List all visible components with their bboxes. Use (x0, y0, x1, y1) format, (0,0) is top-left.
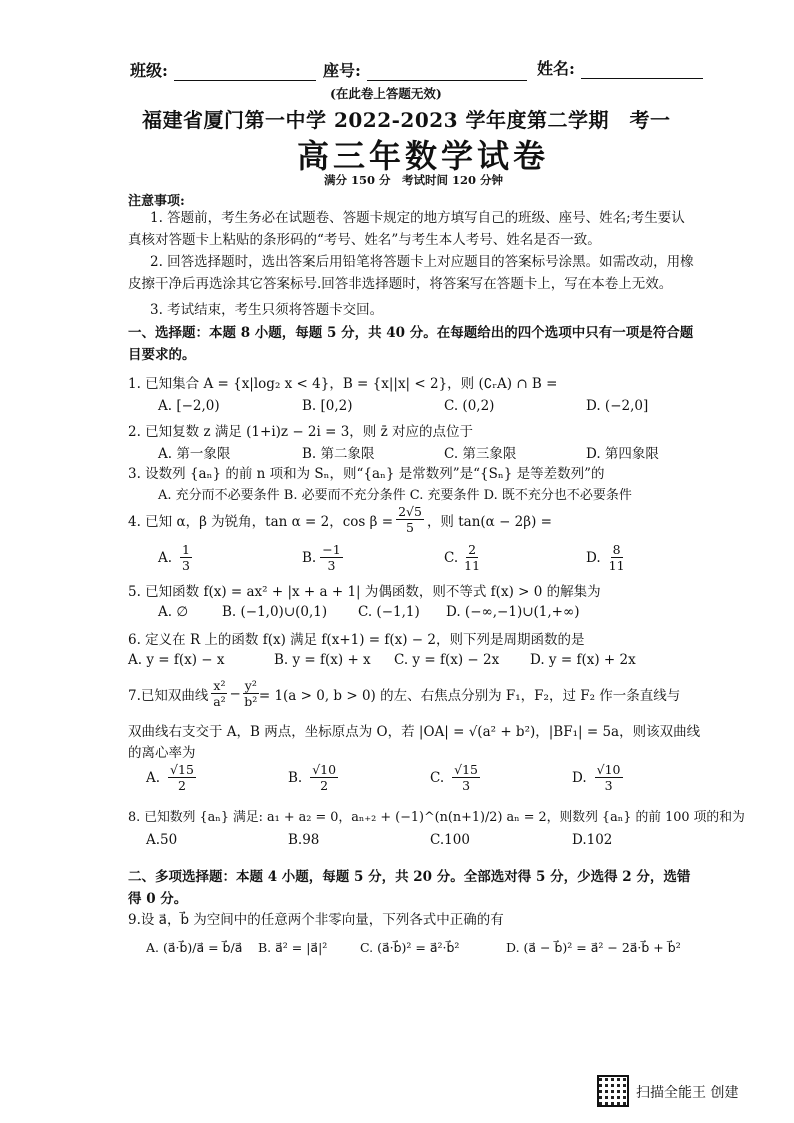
q7-line-3: 的离心率为 (128, 745, 196, 761)
seat-field (323, 58, 527, 81)
q4-c-num: 2 (468, 542, 477, 557)
class-blank[interactable] (174, 62, 316, 81)
q7-minus: − (229, 685, 241, 702)
section-2-heading: 二、多项选择题：本题 4 小题，每题 5 分，共 20 分。全部选对得 5 分，少选得 2 分，选错得 0 分。 (128, 869, 691, 907)
instruction-3: 3. 考试结束，考生只须将答题卡交回。 (150, 302, 384, 318)
q5-stem: 5. 已知函数 f(x) = ax² + |x + a + 1| 为偶函数，则不等式 f(x) > 0 的解集为 (128, 584, 601, 600)
q7-stem-part-b: = 1(a > 0, b > 0) 的左、右焦点分别为 F₁，F₂，过 F₂ 作一条直线与 (258, 687, 681, 704)
q3-stem: 3. 设数列 {aₙ} 的前 n 项和为 Sₙ，则“{aₙ} 是常数列”是“{Sₙ} 是等差数列”的 (128, 466, 605, 482)
name-blank[interactable] (581, 60, 703, 79)
q4-d-den: 11 (608, 558, 625, 573)
exam-meta: 满分 150 分 考试时间 120 分钟 (324, 173, 504, 187)
q6-option-a[interactable]: A. y = f(x) − x (128, 652, 225, 668)
q8-option-c[interactable]: C.100 (430, 832, 470, 848)
q6-stem: 6. 定义在 R 上的函数 f(x) 满足 f(x+1) = f(x) − 2，则下列是周期函数的是 (128, 632, 585, 648)
q7-b-num: √10 (312, 762, 337, 777)
q7-stem (128, 678, 680, 709)
q7-stem-part-a: 7.已知双曲线 (128, 687, 209, 704)
exam-title: 高三年数学试卷 (297, 137, 550, 175)
q7-d-frac (595, 762, 623, 793)
q4-cos-fraction (396, 504, 424, 535)
q9-stem: 9.设 a⃗，b⃗ 为空间中的任意两个非零向量，下列各式中正确的有 (128, 912, 504, 928)
q8-option-d[interactable]: D.102 (572, 832, 613, 848)
q6-option-c[interactable]: C. y = f(x) − 2x (394, 652, 500, 668)
q7-a-frac (168, 762, 196, 793)
q4-option-d[interactable] (586, 542, 625, 573)
class-field (130, 58, 316, 81)
instructions-heading: 注意事项: (128, 194, 185, 209)
q7-c-frac (452, 762, 480, 793)
q6-option-b[interactable]: B. y = f(x) + x (274, 652, 371, 668)
q1-stem: 1. 已知集合 A = {x|log₂ x < 4}，B = {x||x| < 2}，则 (∁ᵣA) ∩ B = (128, 376, 558, 392)
q7-d-num: √10 (596, 762, 621, 777)
q4-d-frac (609, 542, 625, 573)
q8-stem: 8. 已知数列 {aₙ} 满足: a₁ + a₂ = 0，aₙ₊₂ + (−1)^(n(n+1)/2) aₙ = 2，则数列 {aₙ} 的前 100 项的和为 (128, 810, 745, 825)
q4-b-num: −1 (322, 542, 341, 557)
q9-option-a[interactable]: A. (a⃗·b⃗)/a⃗ = b⃗/a⃗ (146, 940, 243, 955)
q4-a-frac (180, 542, 192, 573)
q7-line-2: 双曲线右支交于 A，B 两点，坐标原点为 O，若 |OA| = √(a² + b²)，|BF₁| = 5a，则该双曲线 (128, 724, 701, 740)
q5-option-c[interactable]: C. (−1,1) (358, 604, 420, 620)
q7-y-frac (243, 678, 259, 709)
q7-a-den: 2 (178, 778, 186, 793)
q4-a-den: 3 (182, 558, 190, 573)
q9-option-c[interactable]: C. (a⃗·b⃗)² = a⃗²·b⃗² (360, 940, 460, 955)
q2-option-b[interactable]: B. 第二象限 (302, 446, 375, 462)
q5-option-a[interactable]: A. ∅ (158, 604, 189, 620)
q4-a-num: 1 (182, 542, 190, 557)
name-label: 姓名: (537, 59, 575, 78)
q4-a-label: A. (158, 549, 173, 566)
q6-option-d[interactable]: D. y = f(x) + 2x (530, 652, 636, 668)
class-label: 班级: (130, 61, 168, 80)
q4-cos-num: 2√5 (398, 504, 422, 519)
q7-option-d[interactable] (572, 762, 623, 793)
q4-stem-part-b: ，则 tan(α − 2β) = (426, 513, 552, 530)
q4-d-label: D. (586, 549, 601, 566)
school-title: 福建省厦门第一中学 2022-2023 学年度第二学期 考一 (142, 108, 671, 132)
q7-d-den: 3 (604, 778, 613, 793)
q4-b-label: B. (302, 549, 317, 566)
q4-cos-den: 5 (406, 520, 414, 535)
q1-option-c[interactable]: C. (0,2) (444, 398, 495, 414)
q4-option-b[interactable] (302, 542, 343, 573)
q2-option-a[interactable]: A. 第一象限 (158, 446, 231, 462)
q7-option-b[interactable] (288, 762, 338, 793)
notice: (在此卷上答题无效) (330, 86, 442, 101)
instruction-2: 2. 回答选择题时，选出答案后用铅笔将答题卡上对应题目的答案标号涂黑。如需改动，用橡皮擦干净后再选涂其它答案标号.回答非选择题时，将答案写在答题卡上，写在本卷上无效。 (128, 254, 694, 292)
seat-blank[interactable] (367, 62, 527, 81)
q2-stem: 2. 已知复数 z 满足 (1+i)z − 2i = 3，则 z̄ 对应的点位于 (128, 424, 474, 440)
q7-y-den: b² (244, 694, 258, 709)
q4-option-a[interactable] (158, 542, 192, 573)
q4-c-label: C. (444, 549, 459, 566)
q9-option-d[interactable]: D. (a⃗ − b⃗)² = a⃗² − 2a⃗·b⃗ + b⃗² (506, 940, 681, 955)
seat-label: 座号: (323, 61, 361, 80)
q4-c-frac (464, 542, 480, 573)
q4-stem-part-a: 4. 已知 α，β 为锐角，tan α = 2，cos β = (128, 513, 394, 530)
qr-code-icon (597, 1075, 629, 1107)
q7-x-num: x² (213, 678, 226, 693)
q7-x-frac (211, 678, 227, 709)
q7-option-c[interactable] (430, 762, 480, 793)
q7-y-num: y² (244, 678, 257, 693)
q2-option-c[interactable]: C. 第三象限 (444, 446, 517, 462)
q1-option-b[interactable]: B. [0,2) (302, 398, 353, 414)
q7-b-frac (310, 762, 338, 793)
q7-option-a[interactable] (146, 762, 196, 793)
instruction-1: 1. 答题前，考生务必在试题卷、答题卡规定的地方填写自己的班级、座号、姓名;考生要认真核对答题卡上粘贴的条形码的“考号、姓名”与考生本人考号、姓名是否一致。 (128, 210, 685, 248)
q7-c-num: √15 (454, 762, 479, 777)
q7-a-label: A. (146, 769, 161, 786)
q8-option-b[interactable]: B.98 (288, 832, 320, 848)
q5-option-d[interactable]: D. (−∞,−1)∪(1,+∞) (446, 604, 580, 620)
q9-option-b[interactable]: B. a⃗² = |a⃗|² (258, 940, 328, 955)
q1-option-d[interactable]: D. (−2,0] (586, 398, 649, 414)
q4-option-c[interactable] (444, 542, 480, 573)
q7-b-label: B. (288, 769, 303, 786)
q4-stem (128, 504, 552, 535)
q4-d-num: 8 (612, 542, 621, 557)
q7-c-den: 3 (462, 778, 471, 793)
q5-option-b[interactable]: B. (−1,0)∪(0,1) (222, 604, 328, 620)
q4-b-frac (320, 542, 342, 573)
q7-x-den: a² (213, 694, 226, 709)
q7-a-num: √15 (170, 762, 194, 777)
q1-option-a[interactable]: A. [−2,0) (158, 398, 220, 414)
name-field (537, 56, 703, 79)
q4-b-den: 3 (327, 558, 336, 573)
q7-c-label: C. (430, 769, 445, 786)
scanner-watermark: 扫描全能王 创建 (636, 1085, 739, 1101)
q3-options[interactable]: A. 充分而不必要条件 B. 必要而不充分条件 C. 充要条件 D. 既不充分也不必要条件 (158, 488, 632, 503)
q2-option-d[interactable]: D. 第四象限 (586, 446, 659, 462)
q4-c-den: 11 (464, 558, 481, 573)
q7-b-den: 2 (320, 778, 329, 793)
q7-d-label: D. (572, 769, 587, 786)
q8-option-a[interactable]: A.50 (146, 832, 178, 848)
section-1-heading: 一、选择题：本题 8 小题，每题 5 分，共 40 分。在每题给出的四个选项中只有一项是符合题目要求的。 (128, 325, 694, 363)
